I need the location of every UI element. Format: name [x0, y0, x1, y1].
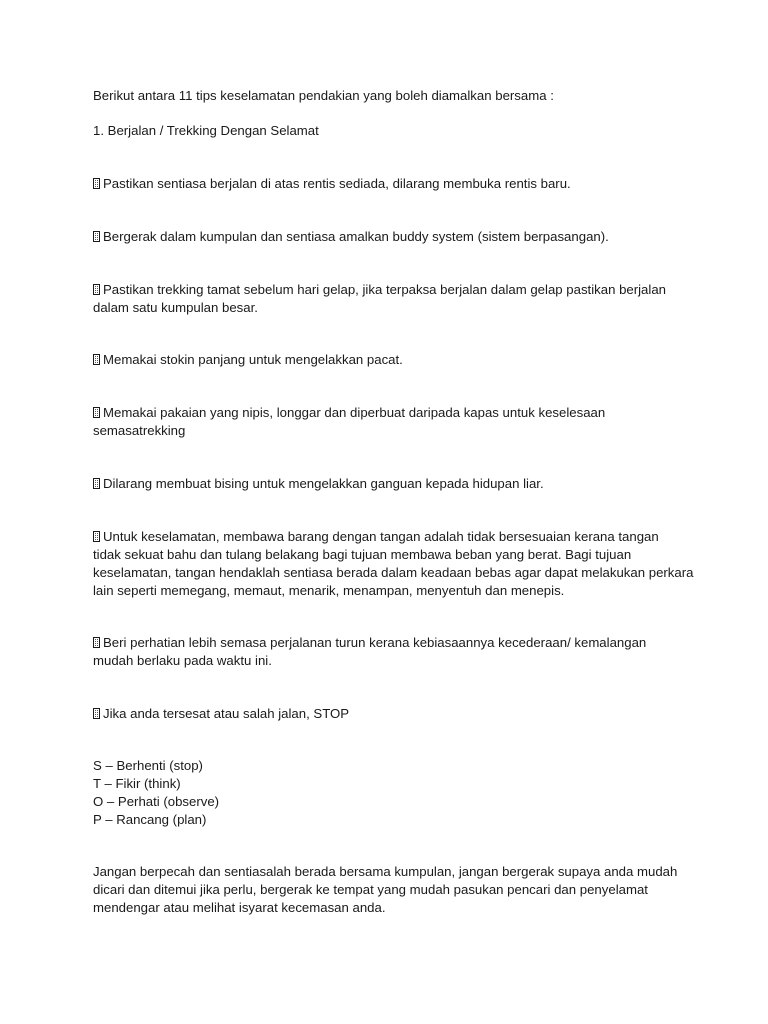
stop-list-item: P – Rancang (plan) — [93, 812, 207, 827]
bullet-text: Pastikan sentiasa berjalan di atas rentis sediada, dilarang membuka rentis baru. — [103, 176, 571, 191]
bullet-text: Bergerak dalam kumpulan dan sentiasa amalkan buddy system (sistem berpasangan). — [103, 229, 609, 244]
missing-glyph-icon — [93, 708, 100, 719]
bullet-text: Beri perhatian lebih semasa perjalanan turun kerana kebiasaannya kecederaan/ kemalangan — [103, 635, 647, 650]
section-heading: 1. Berjalan / Trekking Dengan Selamat — [93, 123, 319, 138]
bullet-item — [93, 634, 693, 652]
bullet-text: Dilarang membuat bising untuk mengelakkan ganguan kepada hidupan liar. — [103, 476, 544, 491]
stop-list-item: O – Perhati (observe) — [93, 794, 220, 809]
missing-glyph-icon — [93, 637, 100, 648]
bullet-text: Memakai pakaian yang nipis, longgar dan diperbuat daripada kapas untuk keselesaan — [103, 405, 606, 420]
bullet-text: Pastikan trekking tamat sebelum hari gelap, jika terpaksa berjalan dalam gelap pastikan berjalan — [103, 282, 666, 297]
missing-glyph-icon — [93, 231, 100, 242]
bullet-text: Untuk keselamatan, membawa barang dengan tangan adalah tidak bersesuaian kerana tangan — [103, 529, 659, 544]
bullet-text-continued: mudah berlaku pada waktu ini. — [93, 653, 272, 668]
missing-glyph-icon — [93, 478, 100, 489]
missing-glyph-icon — [93, 284, 100, 295]
intro-text: Berikut antara 11 tips keselamatan pendakian yang boleh diamalkan bersama : — [93, 88, 554, 103]
bullet-item — [93, 528, 693, 546]
missing-glyph-icon — [93, 354, 100, 365]
bullet-item — [93, 705, 693, 723]
closing-paragraph-line: Jangan berpecah dan sentiasalah berada bersama kumpulan, jangan bergerak supaya anda mudah — [93, 864, 678, 879]
bullet-item — [93, 281, 693, 299]
stop-list-item: S – Berhenti (stop) — [93, 758, 203, 773]
bullet-item — [93, 228, 693, 246]
closing-paragraph-line: dicari dan ditemui jika perlu, bergerak ke tempat yang mudah pasukan pencari dan penyelamat — [93, 882, 648, 897]
bullet-item — [93, 175, 693, 193]
closing-paragraph-line: mendengar atau melihat isyarat kecemasan anda. — [93, 900, 386, 915]
bullet-item — [93, 475, 693, 493]
bullet-item — [93, 351, 693, 369]
missing-glyph-icon — [93, 531, 100, 542]
bullet-text-continued: keselamatan, tangan hendaklah sentiasa berada dalam keadaan bebas agar dapat melakukan perkara — [93, 565, 694, 580]
bullet-text-continued: dalam satu kumpulan besar. — [93, 300, 258, 315]
stop-list-item: T – Fikir (think) — [93, 776, 181, 791]
bullet-text-continued: lain seperti memegang, memaut, menarik, menampan, menyentuh dan menepis. — [93, 583, 565, 598]
missing-glyph-icon — [93, 178, 100, 189]
bullet-item — [93, 404, 693, 422]
missing-glyph-icon — [93, 407, 100, 418]
bullet-text: Memakai stokin panjang untuk mengelakkan pacat. — [103, 352, 403, 367]
bullet-text-continued: semasatrekking — [93, 423, 186, 438]
bullet-text: Jika anda tersesat atau salah jalan, STOP — [103, 706, 350, 721]
bullet-text-continued: tidak sekuat bahu dan tulang belakang bagi tujuan membawa beban yang berat. Bagi tujuan — [93, 547, 632, 562]
